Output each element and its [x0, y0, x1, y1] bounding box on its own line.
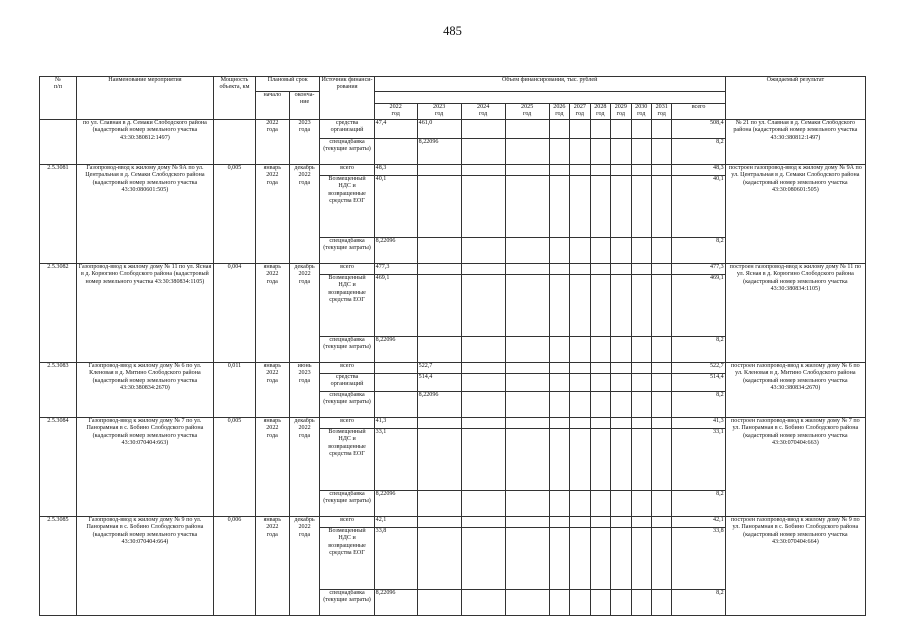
- year-value: [461, 264, 505, 275]
- header-num: № п/п: [40, 77, 77, 120]
- year-value: [549, 165, 569, 176]
- year-value: [651, 374, 671, 392]
- year-value: [570, 264, 590, 275]
- row-number: 2.5.3085: [40, 517, 77, 616]
- year-value: 514,4: [417, 374, 461, 392]
- period-start: январь 2022 года: [255, 418, 289, 517]
- year-value: [590, 363, 610, 374]
- year-value: [461, 392, 505, 418]
- year-value: [461, 491, 505, 517]
- year-value: [651, 418, 671, 429]
- year-value: [631, 337, 651, 363]
- period-start: январь 2022 года: [255, 363, 289, 418]
- total-value: 40,1: [672, 176, 725, 238]
- header-capacity: Мощность объекта, км: [213, 77, 255, 120]
- funding-source: всего: [320, 165, 374, 176]
- capacity-value: 0,005: [213, 165, 255, 264]
- year-value: [590, 139, 610, 165]
- header-year: 2026 год: [549, 104, 569, 120]
- year-value: [505, 264, 549, 275]
- header-year: 2023 год: [417, 104, 461, 120]
- year-value: [549, 392, 569, 418]
- year-value: [461, 363, 505, 374]
- year-value: [549, 363, 569, 374]
- year-value: [631, 363, 651, 374]
- year-value: [549, 528, 569, 590]
- table-body: [40, 120, 866, 616]
- year-value: 42,1: [374, 517, 417, 528]
- year-value: [505, 165, 549, 176]
- header-year: 2030 год: [631, 104, 651, 120]
- year-value: [651, 139, 671, 165]
- year-value: [417, 337, 461, 363]
- year-value: [590, 120, 610, 139]
- year-value: [417, 590, 461, 616]
- period-start: январь 2022 года: [255, 165, 289, 264]
- year-value: [631, 418, 651, 429]
- year-value: [417, 275, 461, 337]
- year-value: [651, 176, 671, 238]
- capacity-value: 0,006: [213, 517, 255, 616]
- year-value: [549, 176, 569, 238]
- year-value: 8,22096: [417, 392, 461, 418]
- row-number: 2.5.3083: [40, 363, 77, 418]
- header-year: 2024 год: [461, 104, 505, 120]
- year-value: [549, 275, 569, 337]
- year-value: [651, 517, 671, 528]
- funding-source: Возмещенный НДС и возвращенные средства ЕОГ: [320, 528, 374, 590]
- year-value: [549, 120, 569, 139]
- header-result: Ожидаемый результат: [725, 77, 865, 120]
- year-value: [590, 374, 610, 392]
- year-value: [549, 418, 569, 429]
- year-value: [505, 590, 549, 616]
- year-value: [505, 528, 549, 590]
- year-value: [590, 238, 610, 264]
- year-value: [570, 238, 590, 264]
- total-value: 8,2: [672, 139, 725, 165]
- year-value: [651, 429, 671, 491]
- table-row: [40, 418, 866, 429]
- year-value: [590, 418, 610, 429]
- year-value: [631, 275, 651, 337]
- period-end: декабрь 2022 года: [289, 517, 320, 616]
- expected-result: построен газопровод-ввод к жилому дому № 11 по ул. Ясная в д. Корюгино Слободского района (кадастровый номер земельного участка 43:30:380834:1105): [725, 264, 865, 363]
- year-value: [631, 491, 651, 517]
- header-year: 2022 год: [374, 104, 417, 120]
- year-value: [570, 139, 590, 165]
- year-value: [631, 590, 651, 616]
- year-value: [631, 264, 651, 275]
- period-start: январь 2022 года: [255, 264, 289, 363]
- year-value: [505, 176, 549, 238]
- year-value: [549, 337, 569, 363]
- year-value: [417, 429, 461, 491]
- year-value: [549, 429, 569, 491]
- year-value: [570, 337, 590, 363]
- year-value: [590, 264, 610, 275]
- header-period-end: оконча- ние: [289, 92, 320, 120]
- table-row: [40, 165, 866, 176]
- row-number: 2.5.3084: [40, 418, 77, 517]
- funding-source: всего: [320, 418, 374, 429]
- year-value: [590, 165, 610, 176]
- year-value: [590, 337, 610, 363]
- year-value: [461, 374, 505, 392]
- year-value: [505, 120, 549, 139]
- header-period: Плановый срок: [255, 77, 319, 92]
- measure-name: Газопровод-ввод к жилому дому № 11 по ул. Ясная в д. Корюгино Слободского района (кадастровый номер земельного участка 43:30:380834:1105): [76, 264, 213, 363]
- header-year: 2029 год: [611, 104, 631, 120]
- measure-name: Газопровод-ввод к жилому дому № 9 по ул. Панорамная в с. Бобино Слободского района (кадастровый номер земельного участка 43:30:070404:664): [76, 517, 213, 616]
- year-value: 469,1: [374, 275, 417, 337]
- row-number: 2.5.3081: [40, 165, 77, 264]
- funding-source: спецнадбавка (текущие затраты): [320, 238, 374, 264]
- year-value: [549, 374, 569, 392]
- year-value: [590, 491, 610, 517]
- year-value: [590, 528, 610, 590]
- year-value: [461, 238, 505, 264]
- year-value: [417, 517, 461, 528]
- total-value: 33,8: [672, 528, 725, 590]
- year-value: [590, 176, 610, 238]
- funding-source: средства организаций: [320, 374, 374, 392]
- year-value: [549, 517, 569, 528]
- funding-source: спецнадбавка (текущие затраты): [320, 337, 374, 363]
- period-end: декабрь 2022 года: [289, 418, 320, 517]
- year-value: [549, 139, 569, 165]
- year-value: [611, 337, 631, 363]
- year-value: [505, 275, 549, 337]
- expected-result: № 21 по ул. Славная в д. Семаки Слободского района (кадастровый номер земельного участка 43:30:380812:1497): [725, 120, 865, 165]
- expected-result: построен газопровод-ввод к жилому дому № 7 по ул. Панорамная в с. Бобино Слободского района (кадастровый номер земельного участка 43:30:070404:663): [725, 418, 865, 517]
- year-value: [611, 139, 631, 165]
- total-value: 42,1: [672, 517, 725, 528]
- header-period-start: начало: [255, 92, 289, 120]
- year-value: [611, 418, 631, 429]
- total-value: 48,3: [672, 165, 725, 176]
- measure-name: Газопровод-ввод к жилому дому № 7 по ул. Панорамная в с. Бобино Слободского района (кадастровый номер земельного участка 43:30:070404:663): [76, 418, 213, 517]
- year-value: [631, 517, 651, 528]
- total-value: 469,1: [672, 275, 725, 337]
- row-number: [40, 120, 77, 165]
- period-end: декабрь 2022 года: [289, 264, 320, 363]
- year-value: [631, 139, 651, 165]
- funding-source: спецнадбавка (текущие затраты): [320, 590, 374, 616]
- header-source: Источник финанси- рования: [320, 77, 374, 120]
- funding-source: всего: [320, 264, 374, 275]
- header-year: 2031 год: [651, 104, 671, 120]
- year-value: [631, 392, 651, 418]
- row-number: 2.5.3082: [40, 264, 77, 363]
- year-value: [549, 491, 569, 517]
- year-value: 41,3: [374, 418, 417, 429]
- funding-source: Возмещенный НДС и возвращенные средства ЕОГ: [320, 176, 374, 238]
- year-value: [417, 418, 461, 429]
- year-value: 477,3: [374, 264, 417, 275]
- header-name: Наименование мероприятия: [76, 77, 213, 120]
- period-start: 2022 года: [255, 120, 289, 165]
- year-value: [611, 264, 631, 275]
- year-value: [505, 238, 549, 264]
- funding-source: средства организаций: [320, 120, 374, 139]
- table-header: [40, 77, 866, 120]
- funding-source: Возмещенный НДС и возвращенные средства ЕОГ: [320, 429, 374, 491]
- measure-name: Газопровод-ввод к жилому дому № 6 по ул. Кленовая в д. Митино Слободского района (кадастровый номер земельного участка 43:30:380834:2670): [76, 363, 213, 418]
- total-value: 8,2: [672, 337, 725, 363]
- year-value: [611, 429, 631, 491]
- year-value: [611, 165, 631, 176]
- year-value: [611, 176, 631, 238]
- year-value: [549, 264, 569, 275]
- year-value: [570, 418, 590, 429]
- year-value: [461, 176, 505, 238]
- year-value: [417, 528, 461, 590]
- year-value: [549, 238, 569, 264]
- header-year: 2027 год: [570, 104, 590, 120]
- year-value: [417, 491, 461, 517]
- year-value: [549, 590, 569, 616]
- year-value: [590, 429, 610, 491]
- year-value: [570, 528, 590, 590]
- header-year: 2025 год: [505, 104, 549, 120]
- year-value: [570, 165, 590, 176]
- year-value: [631, 165, 651, 176]
- year-value: 40,1: [374, 176, 417, 238]
- year-value: [570, 517, 590, 528]
- capacity-value: 0,004: [213, 264, 255, 363]
- expected-result: построен газопровод-ввод к жилому дому № 9А по ул. Центральная в д. Семаки Слободского района (кадастровый номер земельного участка 43:30:080601:505): [725, 165, 865, 264]
- year-value: [461, 139, 505, 165]
- year-value: [461, 528, 505, 590]
- year-value: [651, 120, 671, 139]
- year-value: [374, 139, 417, 165]
- total-value: 8,2: [672, 392, 725, 418]
- year-value: [611, 528, 631, 590]
- year-value: [505, 392, 549, 418]
- financing-table: [39, 76, 866, 616]
- page-number: 485: [443, 24, 462, 38]
- header-total: всего: [672, 104, 725, 120]
- year-value: [461, 517, 505, 528]
- header-volume: Объем финансирования, тыс. рублей: [374, 77, 725, 92]
- year-value: 8,22096: [374, 337, 417, 363]
- total-value: 477,3: [672, 264, 725, 275]
- year-value: [374, 374, 417, 392]
- capacity-value: 0,011: [213, 363, 255, 418]
- year-value: [570, 363, 590, 374]
- total-value: 41,3: [672, 418, 725, 429]
- funding-source: всего: [320, 517, 374, 528]
- year-value: [461, 418, 505, 429]
- year-value: [631, 120, 651, 139]
- year-value: [417, 264, 461, 275]
- year-value: [651, 528, 671, 590]
- year-value: [505, 337, 549, 363]
- header-year: 2028 год: [590, 104, 610, 120]
- year-value: [631, 528, 651, 590]
- year-value: [590, 517, 610, 528]
- year-value: [570, 176, 590, 238]
- year-value: 461,0: [417, 120, 461, 139]
- year-value: [611, 275, 631, 337]
- funding-source: спецнадбавка (текущие затраты): [320, 139, 374, 165]
- year-value: [570, 392, 590, 418]
- year-value: [631, 429, 651, 491]
- total-value: 514,4: [672, 374, 725, 392]
- year-value: [570, 120, 590, 139]
- total-value: 522,7: [672, 363, 725, 374]
- year-value: [611, 392, 631, 418]
- year-value: 8,22096: [374, 491, 417, 517]
- expected-result: построен газопровод-ввод к жилому дому № 9 по ул. Панорамная в с. Бобино Слободского района (кадастровый номер земельного участка 43:30:070404:664): [725, 517, 865, 616]
- year-value: [611, 491, 631, 517]
- year-value: [631, 238, 651, 264]
- year-value: [651, 264, 671, 275]
- year-value: [570, 374, 590, 392]
- year-value: [611, 120, 631, 139]
- year-value: [374, 392, 417, 418]
- total-value: 508,4: [672, 120, 725, 139]
- year-value: [631, 176, 651, 238]
- year-value: [505, 429, 549, 491]
- expected-result: построен газопровод-ввод к жилому дому № 6 по ул. Кленовая в д. Митино Слободского района (кадастровый номер земельного участка 43:30:380834:2670): [725, 363, 865, 418]
- year-value: [651, 238, 671, 264]
- table-row: [40, 120, 866, 139]
- year-value: [611, 517, 631, 528]
- year-value: [461, 120, 505, 139]
- year-value: [651, 590, 671, 616]
- year-value: [631, 374, 651, 392]
- measure-name: Газопровод-ввод к жилому дому № 9А по ул. Центральная в д. Семаки Слободского района (кадастровый номер земельного участка 43:30:080601:505): [76, 165, 213, 264]
- period-start: январь 2022 года: [255, 517, 289, 616]
- year-value: [505, 418, 549, 429]
- year-value: [590, 392, 610, 418]
- year-value: [461, 165, 505, 176]
- year-value: [611, 374, 631, 392]
- year-value: [374, 363, 417, 374]
- year-value: 522,7: [417, 363, 461, 374]
- year-value: [461, 590, 505, 616]
- year-value: [505, 139, 549, 165]
- year-value: 48,3: [374, 165, 417, 176]
- year-value: [651, 392, 671, 418]
- year-value: [611, 590, 631, 616]
- year-value: [651, 337, 671, 363]
- year-value: [505, 363, 549, 374]
- year-value: [461, 275, 505, 337]
- year-value: [570, 491, 590, 517]
- year-value: [505, 491, 549, 517]
- year-value: [461, 337, 505, 363]
- funding-source: всего: [320, 363, 374, 374]
- year-value: [417, 165, 461, 176]
- table-row: [40, 363, 866, 374]
- year-value: [651, 491, 671, 517]
- year-value: 8,22096: [417, 139, 461, 165]
- funding-source: спецнадбавка (текущие затраты): [320, 491, 374, 517]
- year-value: 33,1: [374, 429, 417, 491]
- year-value: [505, 517, 549, 528]
- year-value: 47,4: [374, 120, 417, 139]
- year-value: [570, 429, 590, 491]
- total-value: 8,2: [672, 238, 725, 264]
- total-value: 33,1: [672, 429, 725, 491]
- period-end: декабрь 2022 года: [289, 165, 320, 264]
- year-value: 33,8: [374, 528, 417, 590]
- table-row: [40, 517, 866, 528]
- funding-source: спецнадбавка (текущие затраты): [320, 392, 374, 418]
- year-value: [570, 275, 590, 337]
- header-volume-spacer: [374, 92, 725, 104]
- measure-name: по ул. Славная в д. Семаки Слободского района (кадастровый номер земельного участка 43:30:380812:1497): [76, 120, 213, 165]
- year-value: [570, 590, 590, 616]
- year-value: 8,22096: [374, 238, 417, 264]
- year-value: [651, 165, 671, 176]
- total-value: 8,2: [672, 590, 725, 616]
- table-row: [40, 264, 866, 275]
- year-value: [611, 363, 631, 374]
- year-value: [505, 374, 549, 392]
- year-value: [590, 590, 610, 616]
- year-value: [651, 275, 671, 337]
- year-value: [651, 363, 671, 374]
- year-value: [417, 238, 461, 264]
- year-value: [590, 275, 610, 337]
- year-value: [417, 176, 461, 238]
- year-value: [461, 429, 505, 491]
- year-value: 8,22096: [374, 590, 417, 616]
- year-value: [611, 238, 631, 264]
- capacity-value: 0,005: [213, 418, 255, 517]
- period-end: 2023 года: [289, 120, 320, 165]
- capacity-value: [213, 120, 255, 165]
- total-value: 8,2: [672, 491, 725, 517]
- period-end: июнь 2023 года: [289, 363, 320, 418]
- funding-source: Возмещенный НДС и возвращенные средства ЕОГ: [320, 275, 374, 337]
